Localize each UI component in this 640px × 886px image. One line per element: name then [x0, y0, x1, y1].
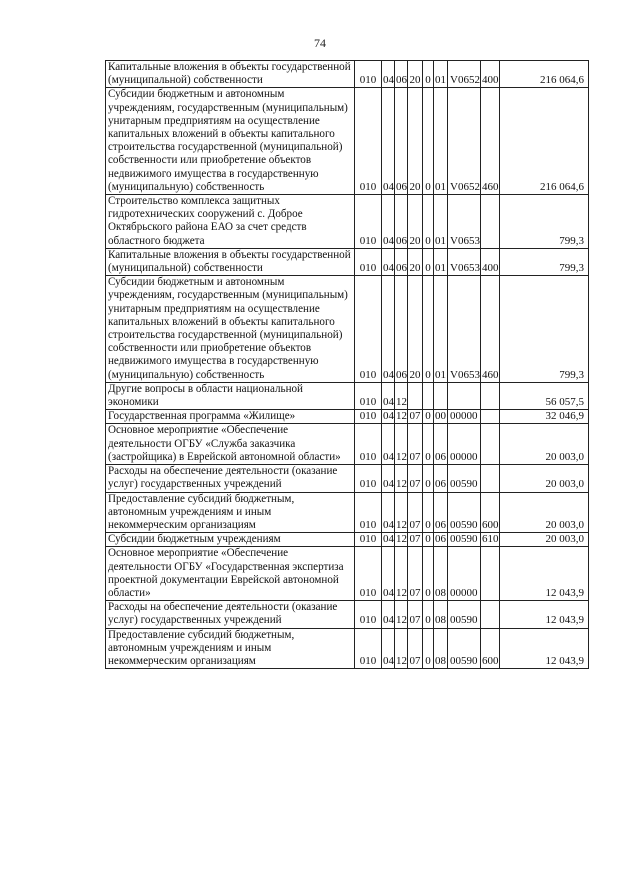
program-code: 07: [408, 492, 423, 533]
program-code: 07: [408, 424, 423, 465]
ministry-code: 010: [355, 88, 382, 195]
measure-code: 01: [434, 195, 448, 249]
measure-code: 06: [434, 465, 448, 492]
subsection-code: 06: [395, 88, 408, 195]
table-row: [106, 382, 589, 409]
page-number: 74: [314, 36, 326, 50]
row-name: Субсидии бюджетным и автономным учреждениям, государственным (муниципальным) унитарным предприятиям на осуществление капитальных вложений в объекты капитального строительства государственной (муниципальной) собственности или приобретение объектов недвижимого имущества в государственную (муниципальную) собственность: [106, 88, 355, 195]
expense-type-code: [481, 410, 500, 424]
subsection-code: 12: [395, 628, 408, 669]
section-code: 04: [382, 492, 395, 533]
subsection-code: 06: [395, 276, 408, 383]
ministry-code: 010: [355, 465, 382, 492]
measure-code: 08: [434, 628, 448, 669]
section-code: 04: [382, 382, 395, 409]
ministry-code: 010: [355, 628, 382, 669]
table-row: [106, 410, 589, 424]
row-name: Субсидии бюджетным и автономным учреждениям, государственным (муниципальным) унитарным предприятиям на осуществление капитальных вложений в объекты капитального строительства государственной (муниципальной) собственности или приобретение объектов недвижимого имущества в государственную (муниципальную) собственность: [106, 276, 355, 383]
measure-code: 06: [435, 533, 446, 546]
ministry-code: 010: [355, 547, 382, 601]
section-code: 04: [382, 601, 395, 628]
amount: 20 003,0: [500, 533, 589, 547]
amount: 20 003,0: [500, 424, 589, 465]
section-code: 04: [382, 547, 395, 601]
ministry-code: 010: [355, 424, 382, 465]
row-name: Основное мероприятие «Обеспечение деятельности ОГБУ «Государственная экспертиза проектной документации Еврейской автономной области»: [106, 547, 355, 601]
subsection-code: 06: [395, 248, 408, 275]
amount: 12 043,9: [500, 628, 589, 669]
table-row: [106, 628, 589, 669]
amount: 799,3: [500, 276, 589, 383]
table-row: [106, 533, 589, 547]
subsection-code: 06: [395, 61, 408, 88]
program-code: 07: [408, 628, 423, 669]
measure-code: 08: [434, 547, 448, 601]
expense-type-code: [481, 547, 500, 601]
program-code: 20: [408, 276, 423, 383]
subprogram-code: 0: [423, 533, 434, 547]
program-code: 07: [408, 465, 423, 492]
ministry-code: 010: [355, 195, 382, 249]
subsection-code: 06: [395, 195, 408, 249]
section-code: 04: [382, 424, 395, 465]
direction-code: 00590: [448, 492, 481, 533]
subprogram-code: 0: [423, 88, 434, 195]
direction-code: 00590: [448, 601, 481, 628]
row-name: Предоставление субсидий бюджетным, автономным учреждениям и иным некоммерческим организациям: [106, 492, 355, 533]
subprogram-code: 0: [423, 492, 434, 533]
expense-type-code: [481, 465, 500, 492]
measure-code: 01: [434, 88, 448, 195]
measure-code: 00: [435, 410, 446, 423]
expense-type-code: 610: [482, 533, 499, 546]
subprogram-code: [423, 382, 434, 409]
row-name: Капитальные вложения в объекты государственной (муниципальной) собственности: [106, 248, 355, 275]
expense-type-code: 600: [481, 628, 500, 669]
section-code: 04: [383, 533, 394, 546]
expense-type-code: 400: [481, 248, 500, 275]
subprogram-code: 0: [423, 547, 434, 601]
row-name: Расходы на обеспечение деятельности (оказание услуг) государственных учреждений: [106, 601, 355, 628]
direction-code: V0653: [448, 248, 481, 275]
amount: 12 043,9: [500, 601, 589, 628]
program-code: 20: [408, 195, 423, 249]
subprogram-code: 0: [423, 424, 434, 465]
direction-code: V0652: [448, 88, 481, 195]
section-code: 04: [382, 248, 395, 275]
direction-code: V0652: [448, 61, 481, 88]
ministry-code: 010: [355, 533, 382, 547]
ministry-code: 010: [355, 410, 382, 424]
program-code: 07: [409, 533, 421, 546]
amount: 56 057,5: [500, 382, 589, 409]
measure-code: 01: [434, 61, 448, 88]
subsection-code: 12: [395, 382, 408, 409]
measure-code: [434, 382, 448, 409]
program-code: [408, 382, 423, 409]
program-code: 07: [409, 410, 421, 423]
direction-code: 00590: [448, 533, 481, 547]
table-row: [106, 195, 589, 249]
subsection-code: 12: [395, 492, 408, 533]
program-code: 07: [408, 601, 423, 628]
amount: 20 003,0: [500, 492, 589, 533]
subsection-code: 12: [396, 533, 407, 546]
subsection-code: 12: [395, 424, 408, 465]
table-row: [106, 61, 589, 88]
subprogram-code: 0: [423, 195, 434, 249]
subprogram-code: 0: [423, 465, 434, 492]
ministry-code: 010: [355, 492, 382, 533]
amount: 799,3: [500, 195, 589, 249]
subprogram-code: 0: [423, 410, 434, 424]
subsection-code: 12: [395, 601, 408, 628]
table-row: [106, 547, 589, 601]
subprogram-code: 0: [423, 628, 434, 669]
row-name: Субсидии бюджетным учреждениям: [106, 533, 355, 547]
row-name: Основное мероприятие «Обеспечение деятельности ОГБУ «Служба заказчика (застройщика) в Еврейской автономной области»: [106, 424, 355, 465]
measure-code: 01: [434, 248, 448, 275]
ministry-code: 010: [355, 601, 382, 628]
ministry-code: 010: [355, 382, 382, 409]
ministry-code: 010: [355, 61, 382, 88]
measure-code: 06: [434, 424, 448, 465]
amount: 20 003,0: [500, 465, 589, 492]
program-code: 20: [408, 61, 423, 88]
table-row: [106, 424, 589, 465]
ministry-code: 010: [355, 248, 382, 275]
subsection-code: 12: [395, 547, 408, 601]
amount: 216 064,6: [500, 61, 589, 88]
subsection-code: 12: [396, 410, 407, 423]
measure-code: 08: [434, 601, 448, 628]
table-row: [106, 492, 589, 533]
amount: 799,3: [500, 248, 589, 275]
section-code: 04: [382, 276, 395, 383]
amount: 12 043,9: [500, 547, 589, 601]
amount: 216 064,6: [500, 88, 589, 195]
row-name: Строительство комплекса защитных гидротехнических сооружений с. Доброе Октябрьского района ЕАО за счет средств областного бюджета: [106, 195, 355, 249]
budget-table-body: [106, 61, 589, 669]
direction-code: 00000: [448, 424, 481, 465]
table-row: [106, 276, 589, 383]
expense-type-code: [481, 601, 500, 628]
section-code: 04: [382, 628, 395, 669]
table-row: [106, 88, 589, 195]
expense-type-code: 400: [481, 61, 500, 88]
row-name: Капитальные вложения в объекты государственной (муниципальной) собственности: [106, 61, 355, 88]
section-code: 04: [382, 465, 395, 492]
measure-code: 06: [434, 492, 448, 533]
subprogram-code: 0: [423, 276, 434, 383]
expense-type-code: 460: [481, 88, 500, 195]
section-code: 04: [382, 195, 395, 249]
table-row: [106, 601, 589, 628]
subprogram-code: 0: [423, 601, 434, 628]
row-name: Расходы на обеспечение деятельности (оказание услуг) государственных учреждений: [106, 465, 355, 492]
direction-code: V0653: [448, 276, 481, 383]
direction-code: 00590: [448, 465, 481, 492]
ministry-code: 010: [355, 276, 382, 383]
measure-code: 01: [434, 276, 448, 383]
direction-code: 00000: [448, 410, 481, 424]
direction-code: [448, 382, 481, 409]
amount: 32 046,9: [500, 410, 589, 424]
row-name: Предоставление субсидий бюджетным, автономным учреждениям и иным некоммерческим организациям: [106, 628, 355, 669]
row-name: Другие вопросы в области национальной экономики: [106, 382, 355, 409]
expense-type-code: [481, 382, 500, 409]
table-row: [106, 248, 589, 275]
program-code: 20: [408, 88, 423, 195]
direction-code: 00000: [448, 547, 481, 601]
expense-type-code: [481, 195, 500, 249]
expense-type-code: 460: [481, 276, 500, 383]
subsection-code: 12: [395, 465, 408, 492]
budget-table: [105, 60, 589, 669]
section-code: 04: [382, 61, 395, 88]
expense-type-code: 600: [481, 492, 500, 533]
program-code: 20: [408, 248, 423, 275]
table-row: [106, 465, 589, 492]
section-code: 04: [383, 410, 394, 423]
direction-code: 00590: [448, 628, 481, 669]
direction-code: V0653: [448, 195, 481, 249]
section-code: 04: [382, 88, 395, 195]
row-name: Государственная программа «Жилище»: [106, 410, 355, 424]
subprogram-code: 0: [423, 61, 434, 88]
expense-type-code: [481, 424, 500, 465]
program-code: 07: [408, 547, 423, 601]
subprogram-code: 0: [423, 248, 434, 275]
